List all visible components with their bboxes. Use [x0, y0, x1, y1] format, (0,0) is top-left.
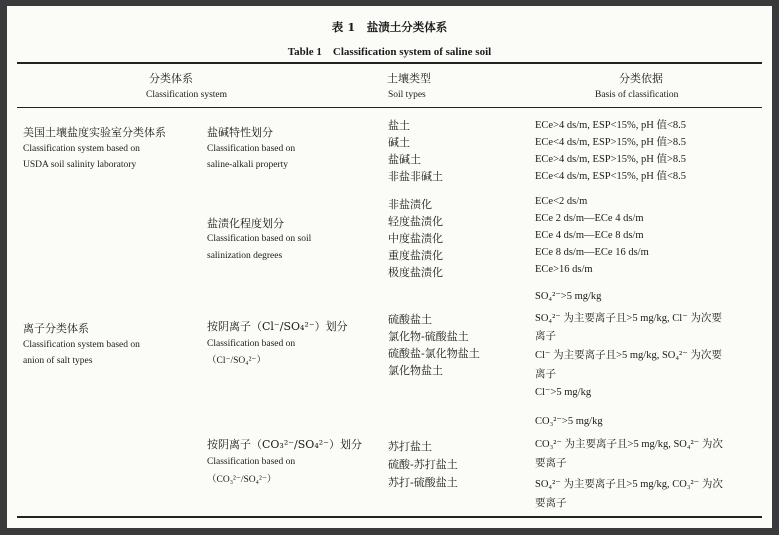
section-usda-name-en-2: USDA soil salinity laboratory: [23, 160, 137, 170]
header-col3-cn: 分类依据: [619, 72, 663, 85]
group-name-cn: 按阴离子（CO₃²⁻/SO₄²⁻）划分: [207, 438, 362, 451]
group-name-cn: 按阴离子（Cl⁻/SO₄²⁻）划分: [207, 320, 348, 333]
bottom-rule: [17, 516, 762, 518]
group-name-en-2: saline-alkali property: [207, 160, 288, 170]
top-rule: [17, 62, 762, 64]
criterion: SO₄²⁻ 为主要离子且>5 mg/kg, Cl⁻ 为次要: [535, 313, 722, 324]
group-name-en-2: （Cl⁻/SO₄²⁻）: [207, 356, 266, 366]
soil-type: 氯化物盐土: [388, 364, 443, 377]
soil-type: 硫酸-苏打盐土: [388, 458, 458, 471]
criterion: ECe<4 ds/m, ESP>15%, pH 值>8.5: [535, 137, 687, 148]
soil-type: 苏打-硫酸盐土: [388, 476, 458, 489]
criterion: ECe 8 ds/m—ECe 16 ds/m: [535, 247, 649, 258]
header-col1-en: Classification system: [146, 90, 228, 100]
criterion: CO₃²⁻>5 mg/kg: [535, 416, 603, 427]
soil-type: 碱土: [388, 136, 410, 149]
criterion: ECe 4 ds/m—ECe 8 ds/m: [535, 230, 644, 241]
group-name-en-1: Classification based on: [207, 339, 296, 349]
soil-type: 重度盐渍化: [388, 249, 443, 262]
section-ion-name-en-2: anion of salt types: [23, 356, 93, 366]
header-col3-en: Basis of classification: [595, 90, 679, 100]
group-name-cn: 盐碱特性划分: [207, 126, 273, 139]
group-name-en-1: Classification based on soil: [207, 234, 312, 244]
soil-type: 非盐渍化: [388, 198, 432, 211]
group-name-en-1: Classification based on: [207, 144, 296, 154]
soil-type: 非盐非碱土: [388, 170, 443, 183]
soil-type: 硫酸盐土: [388, 313, 432, 326]
criterion: 要离子: [535, 458, 567, 469]
criterion: ECe 2 ds/m—ECe 4 ds/m: [535, 213, 644, 224]
table-title-cn: 表 1 盐渍土分类体系: [331, 20, 448, 34]
table-title-en: Table 1 Classification system of saline soil: [287, 46, 492, 58]
header-col2-en: Soil types: [388, 90, 426, 100]
criterion: ECe>4 ds/m, ESP>15%, pH 值>8.5: [535, 154, 687, 165]
document-page: [7, 6, 772, 528]
soil-type: 盐土: [388, 119, 410, 132]
header-col1-cn: 分类体系: [149, 72, 193, 85]
soil-type: 轻度盐渍化: [388, 215, 443, 228]
criterion: CO₃²⁻ 为主要离子且>5 mg/kg, SO₄²⁻ 为次: [535, 439, 723, 450]
header-col2-cn: 土壤类型: [387, 72, 431, 85]
criterion: Cl⁻>5 mg/kg: [535, 387, 592, 398]
criterion: SO₄²⁻ 为主要离子且>5 mg/kg, CO₃²⁻ 为次: [535, 479, 723, 490]
soil-type: 苏打盐土: [388, 440, 432, 453]
criterion: ECe>16 ds/m: [535, 264, 593, 275]
group-name-en-2: salinization degrees: [207, 251, 283, 261]
soil-type: 氯化物-硫酸盐土: [388, 330, 469, 343]
criterion: 要离子: [535, 498, 567, 509]
soil-type: 中度盐渍化: [388, 232, 443, 245]
criterion: Cl⁻ 为主要离子且>5 mg/kg, SO₄²⁻ 为次要: [535, 350, 722, 361]
criterion: 离子: [535, 369, 556, 380]
criterion: SO₄²⁻>5 mg/kg: [535, 291, 602, 302]
section-usda-name-en-1: Classification system based on: [23, 144, 140, 154]
section-ion-name-cn: 离子分类体系: [23, 322, 89, 335]
header-rule: [17, 107, 762, 108]
criterion: ECe<4 ds/m, ESP<15%, pH 值<8.5: [535, 171, 687, 182]
soil-type: 硫酸盐-氯化物盐土: [388, 347, 480, 360]
group-name-cn: 盐渍化程度划分: [207, 217, 284, 230]
criterion: ECe>4 ds/m, ESP<15%, pH 值<8.5: [535, 120, 687, 131]
criterion: 离子: [535, 331, 556, 342]
soil-type: 极度盐渍化: [388, 266, 443, 279]
group-name-en-1: Classification based on: [207, 457, 296, 467]
section-ion-name-en-1: Classification system based on: [23, 340, 140, 350]
soil-type: 盐碱土: [388, 153, 421, 166]
criterion: ECe<2 ds/m: [535, 196, 588, 207]
section-usda-name-cn: 美国土壤盐度实验室分类体系: [23, 126, 166, 139]
group-name-en-2: （CO₃²⁻/SO₄²⁻）: [207, 475, 277, 485]
